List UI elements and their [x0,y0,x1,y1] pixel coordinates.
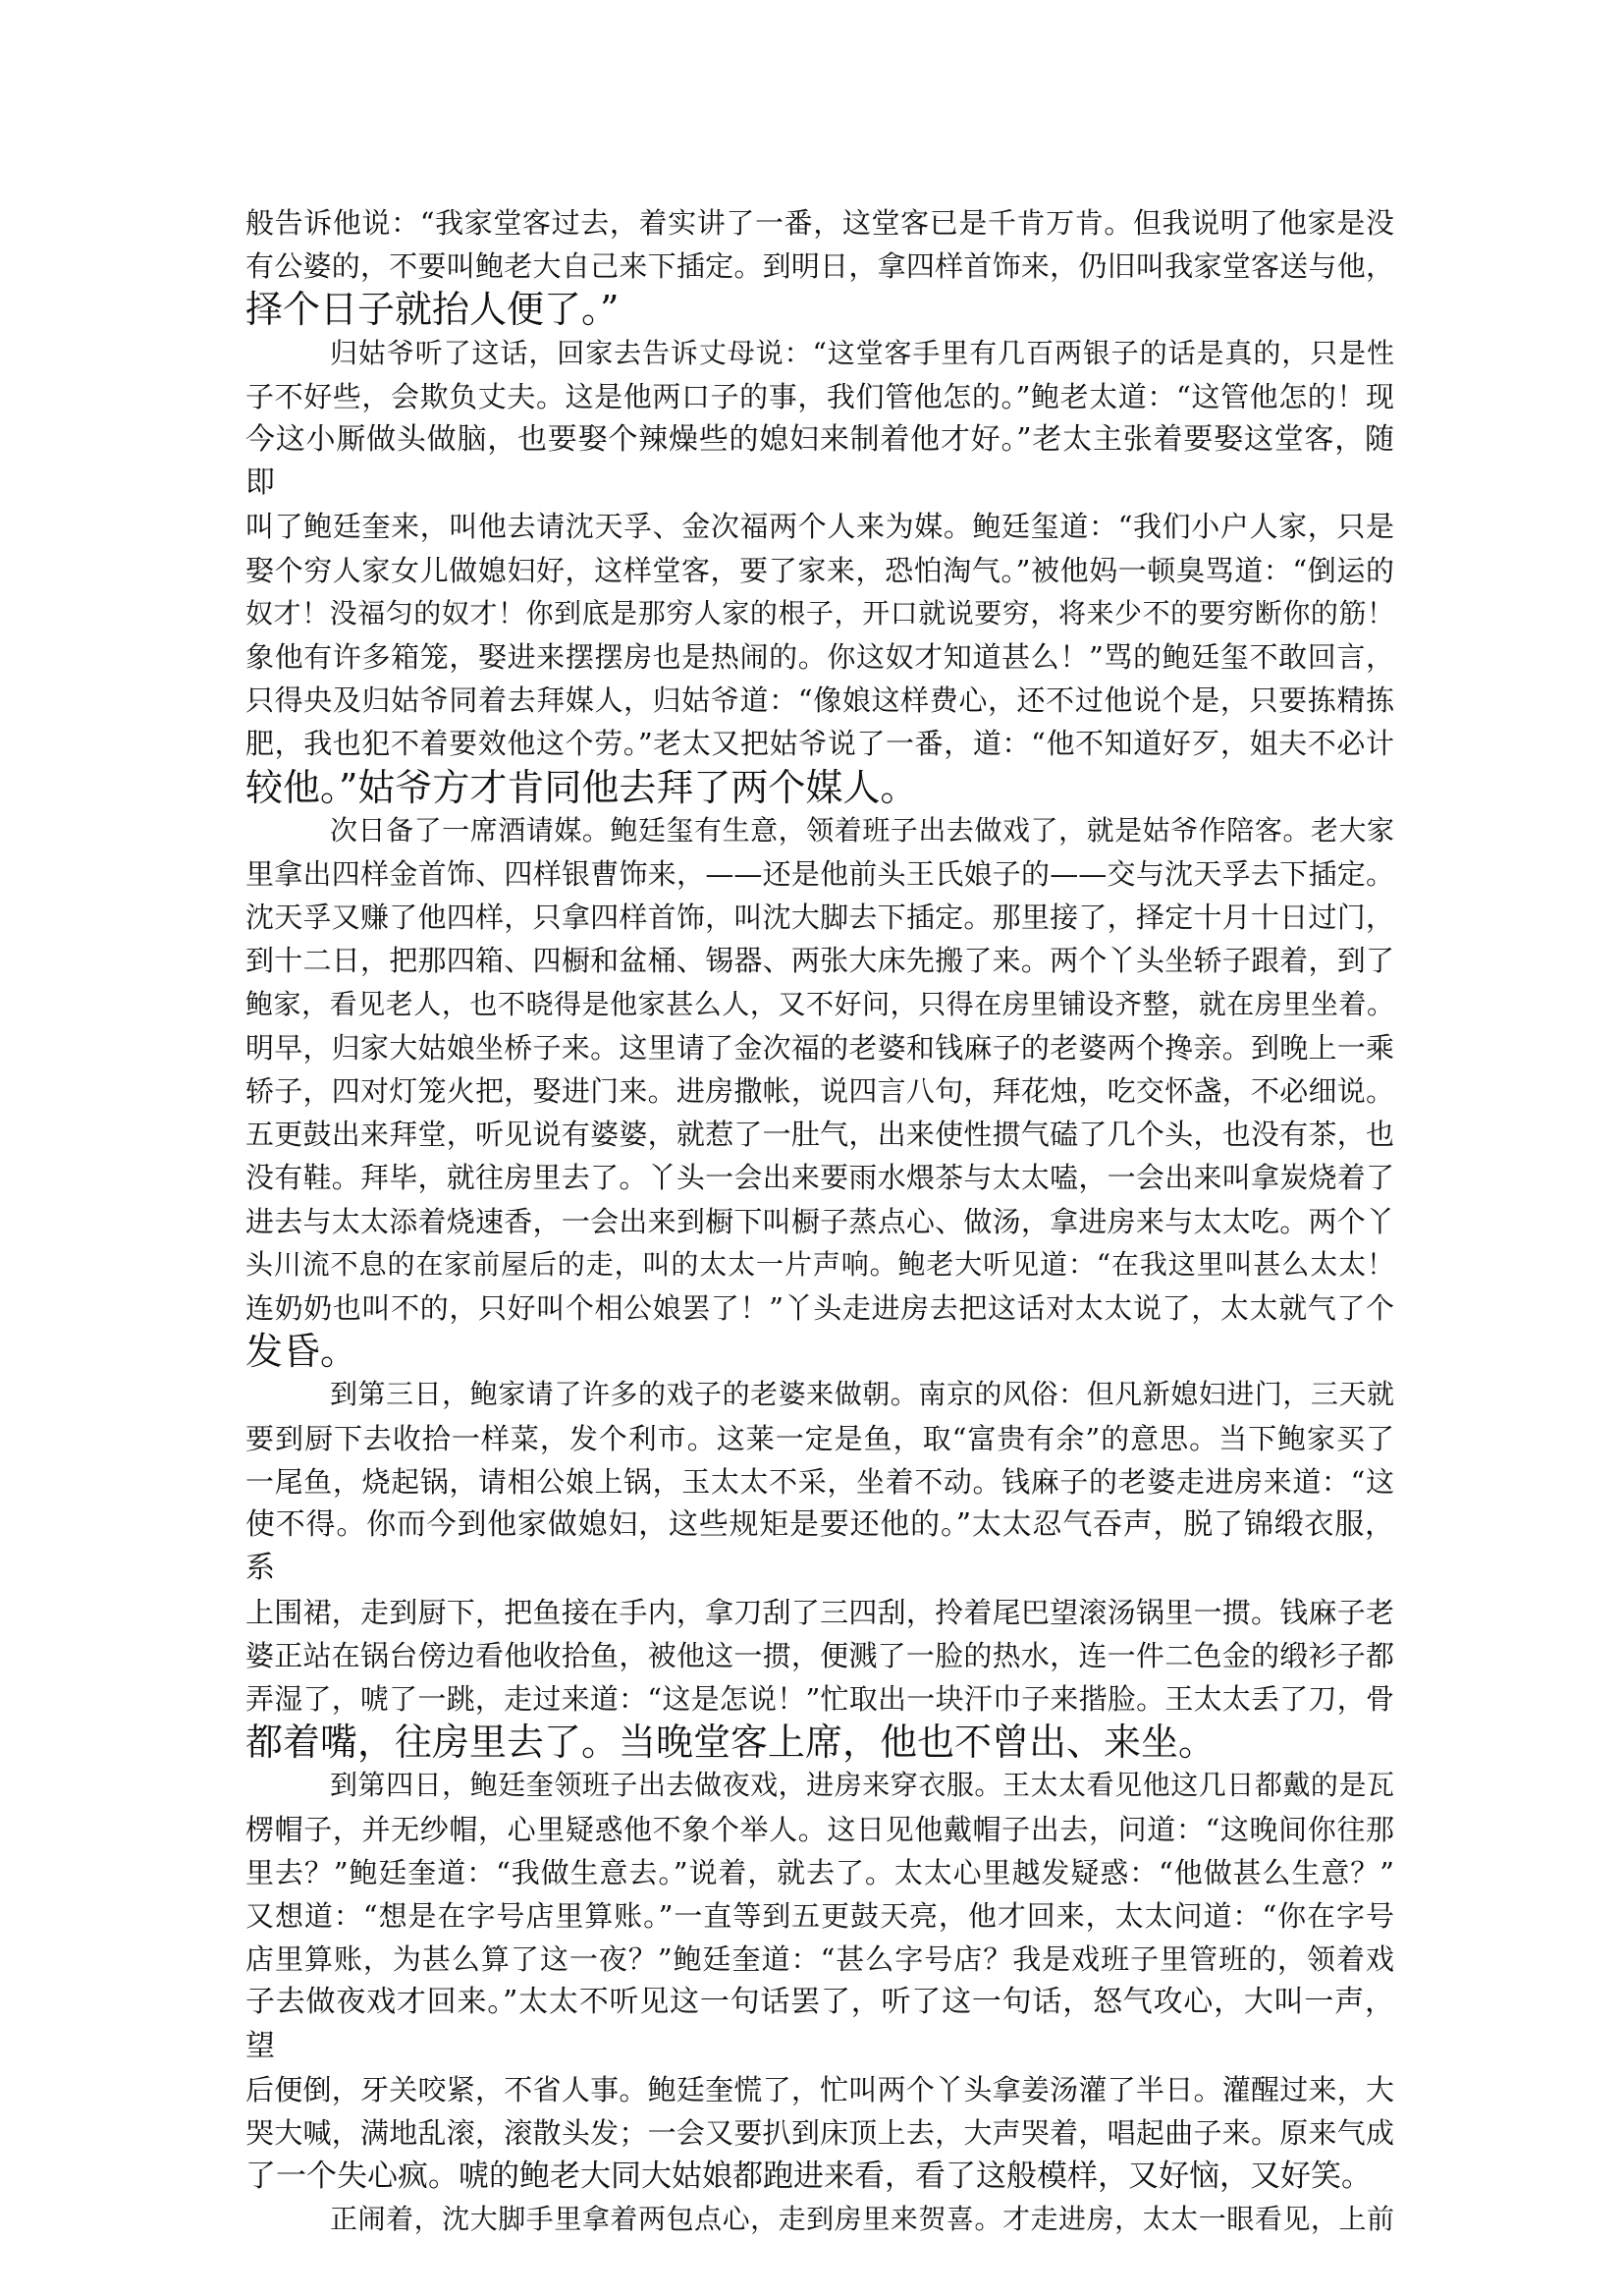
text-line: 归姑爷听了这话，回家去告诉丈母说：“这堂客手里有几百两银子的话是真的，只是性 [330,336,1394,369]
text-line: 楞帽子，并无纱帽，心里疑惑他不象个举人。这日见他戴帽子出去，问道：“这晚间你往那 [245,1812,1394,1846]
text-line: 明早，归家大姑娘坐桥子来。这里请了金次福的老婆和钱麻子的老婆两个搀亲。到晚上一乘 [245,1030,1394,1065]
text-line: 子不好些，会欺负丈夫。这是他两口子的事，我们管他怎的。”鲍老太道：“这管他怎的！现 [245,379,1394,413]
paragraph [245,201,1394,332]
text-line: 使不得。你而今到他家做媳妇，这些规矩是要还他的。”太太忍气吞声，脱了锦缎衣服，系 [245,1507,1394,1586]
text-line: 只得央及归姑爷同着去拜媒人，归姑爷道：“像娘这样费心，还不过他说个是，只要拣精拣 [245,683,1394,718]
text-line: 发昏。 [245,1330,358,1374]
text-line: 叫了鲍廷奎来，叫他去请沈天孚、金次福两个人来为媒。鲍廷玺道：“我们小户人家，只是 [245,510,1394,544]
text-line: 没有鞋。拜毕，就往房里去了。丫头一会出来要雨水煨茶与太太嗑，一会出来叫拿炭烧着了 [245,1161,1394,1195]
text-line: 象他有许多箱笼，娶进来摆摆房也是热闹的。你这奴才知道甚么！”骂的鲍廷玺不敢回言， [245,640,1394,675]
text-line: 哭大喊，满地乱滚，滚散头发；一会又要扒到床顶上去，大声哭着，唱起曲子来。原来气成 [245,2115,1394,2150]
text-line: 婆正站在锅台傍边看他收拾鱼，被他这一掼，便溅了一脸的热水，连一件二色金的缎衫子都 [245,1638,1394,1672]
text-line: 到十二日，把那四箱、四橱和盆桶、锡器、两张大床先搬了来。两个丫头坐轿子跟着，到了 [245,944,1394,978]
paragraph [245,332,1394,809]
text-line: 择个日子就抬人便了。” [245,288,620,332]
text-line: 进去与太太添着烧速香，一会出来到橱下叫橱子蒸点心、做汤，拿进房来与太太吃。两个丫 [245,1204,1394,1238]
text-line: 正闹着，沈大脚手里拿着两包点心，走到房里来贺喜。才走进房，太太一眼看见，上前 [330,2203,1394,2236]
text-line: 里拿出四样金首饰、四样银曹饰来，——还是他前头王氏娘子的——交与沈天孚去下插定。 [245,857,1394,892]
paragraph [245,2198,1394,2241]
text-line: 到第四日，鲍廷奎领班子出去做夜戏，进房来穿衣服。王太太看见他这几日都戴的是瓦 [330,1769,1394,1802]
text-line: 般告诉他说：“我家堂客过去，着实讲了一番，这堂客已是千肯万肯。但我说明了他家是没 [245,206,1394,240]
text-line: 五更鼓出来拜堂，听见说有婆婆，就惹了一肚气，出来使性掼气磕了几个头，也没有茶，也 [245,1118,1394,1152]
text-line: 较他。”姑爷方才肯同他去拜了两个媒人。 [245,765,918,809]
text-line: 轿子，四对灯笼火把，娶进门来。进房撒帐，说四言八句，拜花烛，吃交怀盏，不必细说。 [245,1074,1394,1109]
text-line: 弄湿了，唬了一跳，走过来道：“这是怎说！”忙取出一块汗巾子来揩脸。王太太丢了刀，骨 [245,1681,1394,1716]
paragraph [245,1764,1394,2198]
text-line: 子去做夜戏才回来。”太太不听见这一句话罢了，听了这一句话，怒气攻心，大叫一声，望 [245,1985,1394,2063]
text-line: 头川流不息的在家前屋后的走，叫的太太一片声响。鲍老大听见道：“在我这里叫甚么太太！ [245,1247,1394,1281]
text-line: 里去？”鲍廷奎道：“我做生意去。”说着，就去了。太太心里越发疑惑：“他做甚么生意？” [245,1855,1394,1889]
text-line: 娶个穷人家女儿做媳妇好，这样堂客，要了家来，恐怕淘气。”被他妈一顿臭骂道：“倒运的 [245,553,1394,587]
document-page [245,201,1394,2242]
text-line: 店里算账，为甚么算了这一夜？”鲍廷奎道：“甚么字号店？我是戏班子里管班的，领着戏 [245,1942,1394,1977]
text-line: 到第三日，鲍家请了许多的戏子的老婆来做朝。南京的风俗：但凡新媳妇进门，三天就 [330,1378,1394,1411]
text-line: 今这小厮做头做脑，也要娶个辣燥些的媳妇来制着他才好。”老太主张着要娶这堂客，随即 [245,422,1394,501]
text-line: 后便倒，牙关咬紧，不省人事。鲍廷奎慌了，忙叫两个丫头拿姜汤灌了半日。灌醒过来，大 [245,2072,1394,2106]
text-line: 又想道：“想是在字号店里算账。”一直等到五更鼓天亮，他才回来，太太问道：“你在字号 [245,1898,1394,1933]
text-line: 连奶奶也叫不的，只好叫个相公娘罢了！”丫头走进房去把这话对太太说了，太太就气了个 [245,1291,1394,1326]
text-line: 要到厨下去收拾一样菜，发个利市。这莱一定是鱼，取“富贵有余”的意思。当下鲍家买了 [245,1421,1394,1455]
text-line: 了一个失心疯。唬的鲍老大同大姑娘都跑进来看，看了这般模样，又好恼，又好笑。 [245,2159,1372,2195]
text-line: 奴才！没福匀的奴才！你到底是那穷人家的根子，开口就说要穷，将来少不的要穷断你的筋！ [245,596,1394,629]
text-line: 次日备了一席酒请媒。鲍廷玺有生意，领着班子出去做戏了，就是姑爷作陪客。老大家 [330,813,1394,847]
text-line: 有公婆的，不要叫鲍老大自己来下插定。到明日，拿四样首饰来，仍旧叫我家堂客送与他， [245,249,1394,284]
text-line: 沈天孚又赚了他四样，只拿四样首饰，叫沈大脚去下插定。那里接了，择定十月十日过门， [245,901,1394,935]
text-line: 肥，我也犯不着要效他这个劳。”老太又把姑爷说了一番，道：“他不知道好歹，姐夫不必计 [245,727,1394,761]
paragraph [245,809,1394,1374]
text-line: 鲍家，看见老人，也不晓得是他家甚么人，又不好问，只得在房里铺设齐整，就在房里坐着。 [245,987,1394,1020]
text-line: 一尾鱼，烧起锅，请相公娘上锅，玉太太不采，坐着不动。钱麻子的老婆走进房来道：“这 [245,1464,1394,1499]
text-line: 都着嘴，往房里去了。当晚堂客上席，他也不曾出、来坐。 [245,1721,1217,1765]
paragraph [245,1373,1394,1764]
text-line: 上围裙，走到厨下，把鱼接在手内，拿刀刮了三四刮，拎着尾巴望滚汤锅里一掼。钱麻子老 [245,1595,1394,1629]
